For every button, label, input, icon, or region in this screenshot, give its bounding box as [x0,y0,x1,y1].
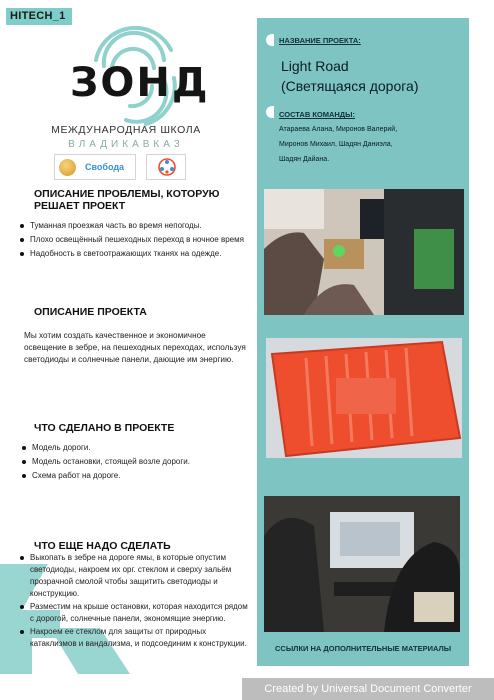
network-icon [157,157,177,177]
project-name [281,56,419,96]
team-members [279,122,463,167]
quote-mark-icon [266,106,274,118]
zond-logo [56,20,210,138]
list-item: Накроем ее стеклом для защиты от природных катаклизмов и вандализма, и подсоединим к конструкции. [20,626,248,650]
description-heading: ОПИСАНИЕ ПРОЕКТА [34,306,147,318]
photo-students-working [264,189,464,315]
logo-wordmark: ЗОНД [70,60,210,106]
list-item: Туманная проезжая часть во время непогоды. [20,220,246,232]
svoboda-label: Свобода [85,162,125,172]
coin-icon [59,159,76,176]
school-name: МЕЖДУНАРОДНАЯ ШКОЛА [51,124,201,136]
project-name-label: НАЗВАНИЕ ПРОЕКТА: [279,36,361,45]
list-item: Разместим на крыше остановки, которая находится рядом с дорогой, солнечные панели, экономящие энергию. [20,601,248,625]
list-item: Модель дороги. [22,442,242,454]
problem-heading: ОПИСАНИЕ ПРОБЛЕМЫ, КОТОРУЮ РЕШАЕТ ПРОЕКТ [34,188,220,212]
problem-list [20,220,246,262]
done-list [22,442,242,484]
links-label: ССЫЛКИ НА ДОПОЛНИТЕЛЬНЫЕ МАТЕРИАЛЫ [275,644,452,653]
done-heading: ЧТО СДЕЛАНО В ПРОЕКТЕ [34,422,175,434]
list-item: Схема работ на дороге. [22,470,242,482]
list-item: Выкопать в зебре на дороге ямы, в которые опустим светодиоды, накроем их орг. стеклом и сверху зальём прозрачной смолой чтобы защитить светодиоды и конструкцию. [20,552,248,600]
list-item: Плохо освещённый пешеходных переход в ночное время [20,234,246,246]
quote-mark-icon [266,34,274,46]
team-line: Атараева Алана, Миронов Валерий, [279,126,398,133]
svoboda-badge [54,154,136,180]
todo-list [20,552,248,651]
list-item: Модель остановки, стоящей возле дороги. [22,456,242,468]
project-name-en: Light Road [281,58,349,74]
school-city: ВЛАДИКАВКАЗ [68,139,184,150]
description-text: Мы хотим создать качественное и экономичное освещение в зебре, на пешеходных переходах, используя светодиоды и солнечные панели, дающие им энергию. [24,331,246,364]
photo-road-model [266,338,462,458]
project-name-ru: (Светящаяся дорога) [281,78,419,94]
list-item: Надобность в светоотражающих тканях на одежде. [20,248,246,260]
network-badge [146,154,186,180]
team-line: Шадян Дайана. [279,156,330,163]
photo-computer-work [264,496,460,632]
team-line: Миронов Михаил, Шадян Даниэла, [279,141,393,148]
converter-watermark: Created by Universal Document Converter [242,678,494,700]
todo-heading: ЧТО ЕЩЕ НАДО СДЕЛАТЬ [34,540,171,552]
team-label: СОСТАВ КОМАНДЫ: [279,110,355,119]
project-tag: HITECH_1 [6,8,72,25]
